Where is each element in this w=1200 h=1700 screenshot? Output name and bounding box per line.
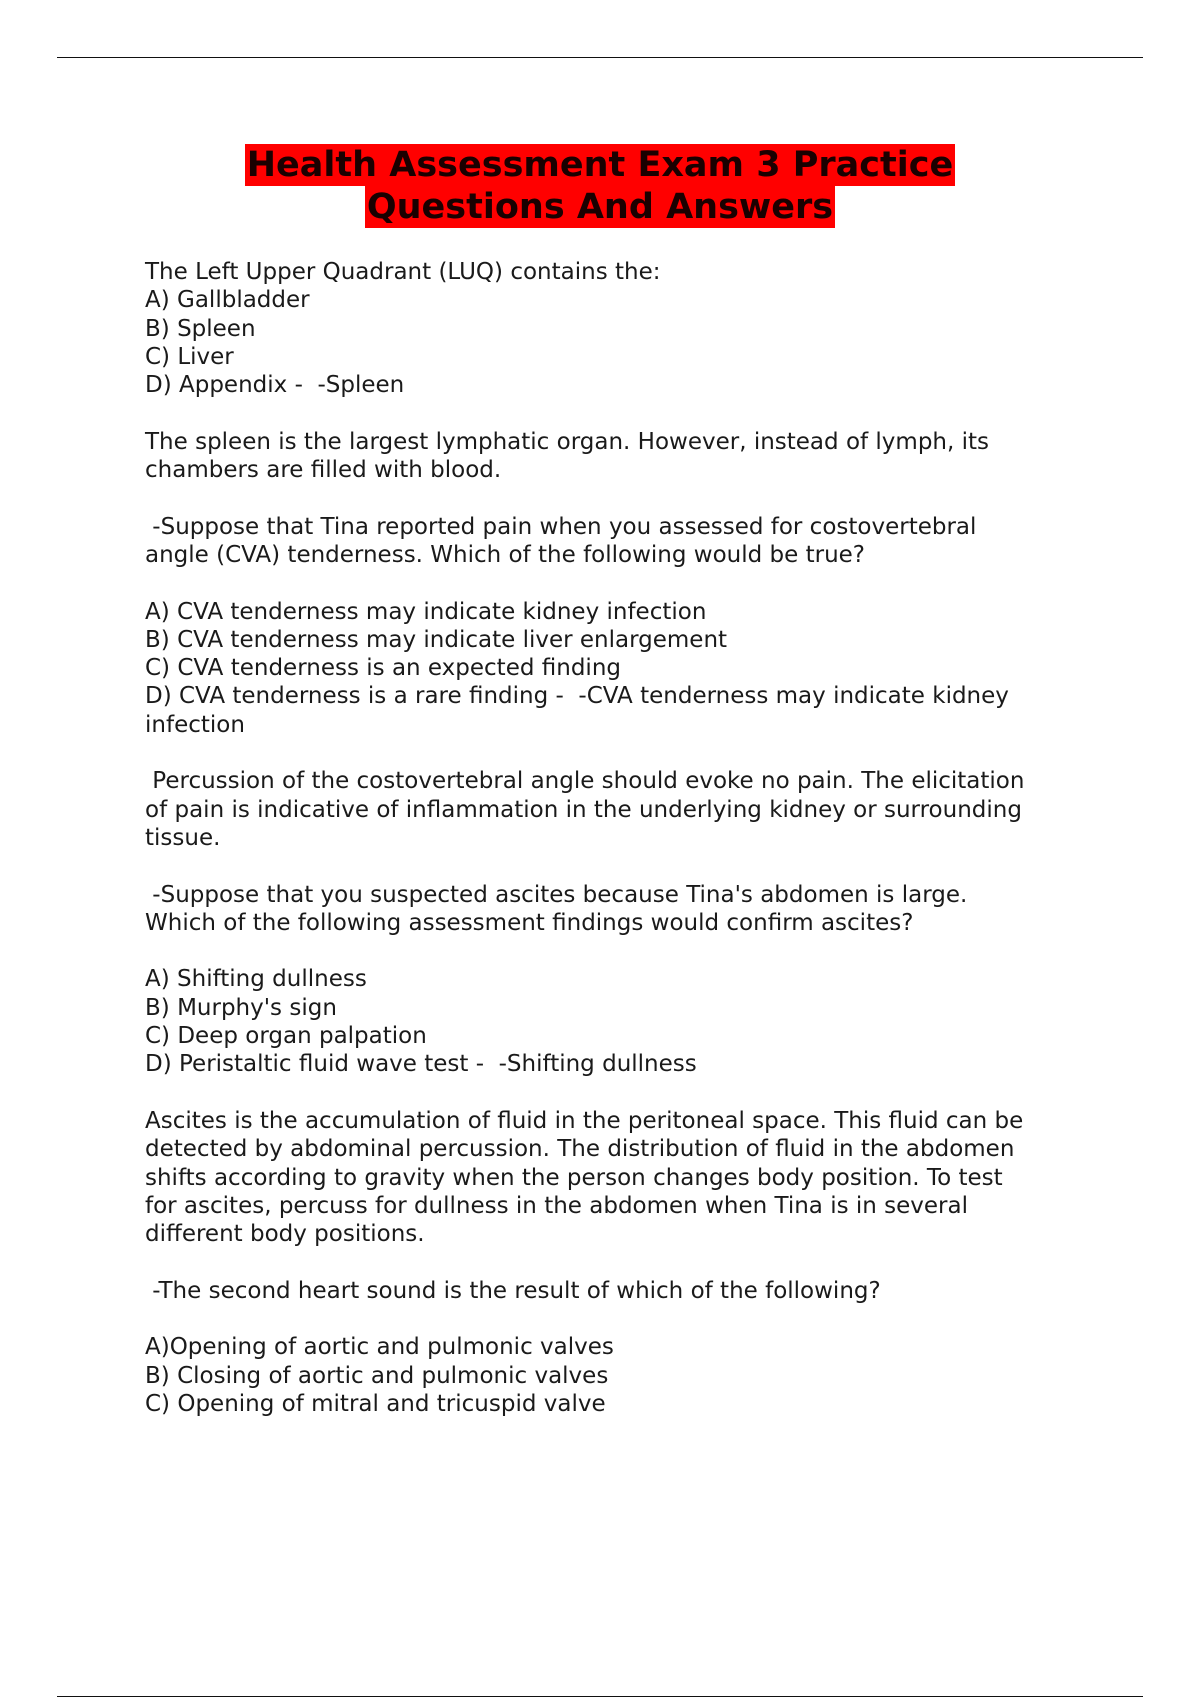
text-line: B) CVA tenderness may indicate liver enlargement	[145, 626, 728, 653]
text-line: D) CVA tenderness is a rare finding - -CVA tenderness may indicate kidney	[145, 683, 1009, 710]
text-line: A) Shifting dullness	[145, 966, 367, 993]
text-line: tissue.	[145, 824, 221, 851]
bottom-rule	[57, 1696, 1143, 1697]
text-line: The spleen is the largest lymphatic organ. However, instead of lymph, its	[145, 428, 990, 455]
text-line: D) Peristaltic fluid wave test - -Shifting dullness	[145, 1051, 697, 1078]
text-line: -Suppose that Tina reported pain when you assessed for costovertebral	[145, 513, 977, 540]
text-block	[145, 965, 1080, 1078]
paragraph-gap	[145, 852, 1080, 880]
text-line: different body positions.	[145, 1221, 425, 1248]
text-line: A)Opening of aortic and pulmonic valves	[145, 1334, 614, 1361]
text-line: C) Deep organ palpation	[145, 1023, 427, 1050]
text-line: for ascites, percuss for dullness in the abdomen when Tina is in several	[145, 1192, 969, 1219]
document-body	[145, 258, 1080, 1418]
text-block	[145, 881, 1080, 938]
text-line: A) Gallbladder	[145, 287, 310, 314]
text-block	[145, 598, 1080, 739]
text-line: C) CVA tenderness is an expected finding	[145, 655, 621, 682]
text-line: B) Spleen	[145, 315, 256, 342]
title-line-2: Questions And Answers	[366, 187, 834, 227]
text-line: infection	[145, 711, 245, 738]
text-line: of pain is indicative of inflammation in the underlying kidney or surrounding	[145, 796, 1022, 823]
text-block	[145, 1107, 1080, 1248]
text-line: -The second heart sound is the result of which of the following?	[145, 1277, 881, 1304]
text-line: B) Murphy's sign	[145, 994, 337, 1021]
paragraph-gap	[145, 1305, 1080, 1333]
paragraph-gap	[145, 1248, 1080, 1276]
text-block	[145, 513, 1080, 570]
paragraph-gap	[145, 739, 1080, 767]
text-line: detected by abdominal percussion. The distribution of fluid in the abdomen	[145, 1136, 1015, 1163]
document-title	[0, 144, 1200, 228]
text-line: A) CVA tenderness may indicate kidney infection	[145, 598, 707, 625]
top-rule	[57, 57, 1143, 58]
paragraph-gap	[145, 399, 1080, 427]
text-line: B) Closing of aortic and pulmonic valves	[145, 1362, 609, 1389]
text-line: C) Liver	[145, 343, 234, 370]
text-block	[145, 1333, 1080, 1418]
paragraph-gap	[145, 484, 1080, 512]
text-block	[145, 1277, 1080, 1305]
paragraph-gap	[145, 937, 1080, 965]
paragraph-gap	[145, 1079, 1080, 1107]
text-block	[145, 767, 1080, 852]
text-line: Percussion of the costovertebral angle should evoke no pain. The elicitation	[145, 768, 1025, 795]
text-line: -Suppose that you suspected ascites because Tina's abdomen is large.	[145, 881, 968, 908]
text-line: The Left Upper Quadrant (LUQ) contains the:	[145, 259, 661, 285]
text-block	[145, 428, 1080, 485]
text-line: D) Appendix - -Spleen	[145, 372, 405, 399]
paragraph-gap	[145, 569, 1080, 597]
text-line: chambers are filled with blood.	[145, 457, 502, 484]
title-line-1: Health Assessment Exam 3 Practice	[246, 145, 954, 185]
text-line: Which of the following assessment findings would confirm ascites?	[145, 909, 914, 936]
text-line: angle (CVA) tenderness. Which of the following would be true?	[145, 541, 866, 568]
text-line: shifts according to gravity when the person changes body position. To test	[145, 1164, 1003, 1191]
text-line: C) Opening of mitral and tricuspid valve	[145, 1390, 606, 1417]
text-block	[145, 258, 1080, 399]
text-line: Ascites is the accumulation of fluid in the peritoneal space. This fluid can be	[145, 1107, 1024, 1134]
